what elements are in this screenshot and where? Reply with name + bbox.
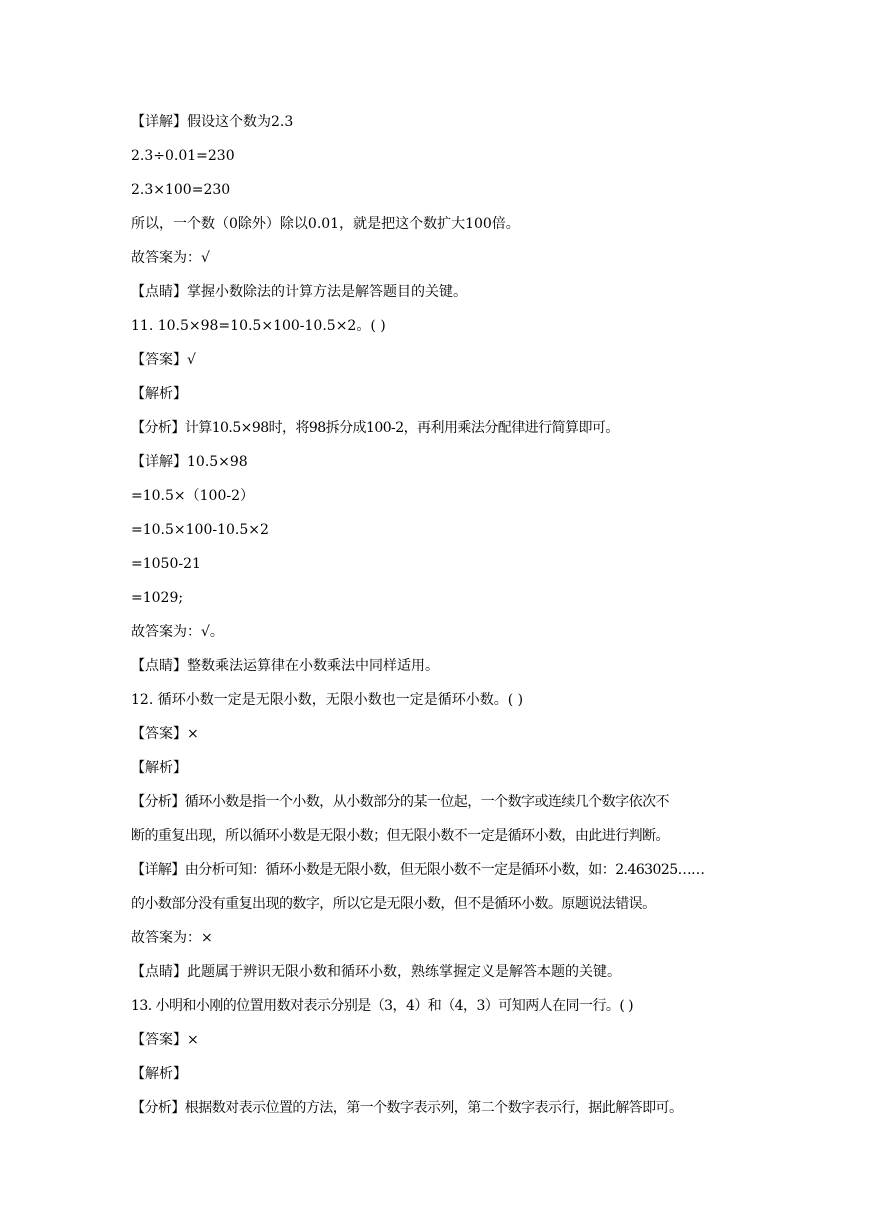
analysis-line: 断的重复出现，所以循环小数是无限小数；但无限小数不一定是循环小数，由此进行判断。 bbox=[131, 828, 669, 844]
key-point-line: 【点睛】掌握小数除法的计算方法是解答题目的关键。 bbox=[131, 284, 467, 300]
answer-statement: 故答案为：× bbox=[131, 930, 213, 946]
answer-statement: 故答案为：√ bbox=[131, 250, 210, 266]
question-13: 13. 小明和小刚的位置用数对表示分别是（3，4）和（4，3）可知两人在同一行。( ) bbox=[131, 998, 634, 1014]
key-point-line: 【点睛】整数乘法运算律在小数乘法中同样适用。 bbox=[131, 658, 439, 674]
analysis-line: 【分析】计算10.5×98时，将98拆分成100-2，再利用乘法分配律进行简算即可。 bbox=[131, 420, 619, 436]
analysis-heading: 【解析】 bbox=[131, 386, 187, 402]
conclusion-line: 所以，一个数（0除外）除以0.01，就是把这个数扩大100倍。 bbox=[131, 216, 520, 232]
answer-label: 【答案】√ bbox=[131, 352, 196, 368]
calculation-line: 2.3÷0.01=230 bbox=[131, 148, 235, 164]
analysis-line: 【分析】循环小数是指一个小数，从小数部分的某一位起，一个数字或连续几个数字依次不 bbox=[131, 794, 669, 810]
calculation-line: =10.5×100-10.5×2 bbox=[131, 522, 269, 538]
solution-detail-line: 【详解】假设这个数为2.3 bbox=[131, 114, 294, 130]
analysis-heading: 【解析】 bbox=[131, 760, 187, 776]
calculation-line: =1050-21 bbox=[131, 556, 201, 572]
solution-detail-line: 【详解】10.5×98 bbox=[131, 454, 248, 470]
answer-label: 【答案】× bbox=[131, 726, 199, 742]
analysis-line: 【分析】根据数对表示位置的方法，第一个数字表示列，第二个数字表示行，据此解答即可。 bbox=[131, 1100, 683, 1116]
calculation-line: =1029; bbox=[131, 590, 184, 606]
solution-detail-line: 的小数部分没有重复出现的数字，所以它是无限小数，但不是循环小数。原题说法错误。 bbox=[131, 896, 656, 912]
solution-detail-line: 【详解】由分析可知：循环小数是无限小数，但无限小数不一定是循环小数，如：2.463025…… bbox=[131, 862, 705, 878]
calculation-line: 2.3×100=230 bbox=[131, 182, 231, 198]
analysis-heading: 【解析】 bbox=[131, 1066, 187, 1082]
calculation-line: =10.5×（100-2） bbox=[131, 488, 254, 504]
answer-statement: 故答案为：√。 bbox=[131, 624, 224, 640]
question-12: 12. 循环小数一定是无限小数，无限小数也一定是循环小数。( ) bbox=[131, 692, 524, 708]
key-point-line: 【点睛】此题属于辨识无限小数和循环小数，熟练掌握定义是解答本题的关键。 bbox=[131, 964, 621, 980]
answer-label: 【答案】× bbox=[131, 1032, 199, 1048]
question-11: 11. 10.5×98=10.5×100-10.5×2。( ) bbox=[131, 318, 386, 334]
